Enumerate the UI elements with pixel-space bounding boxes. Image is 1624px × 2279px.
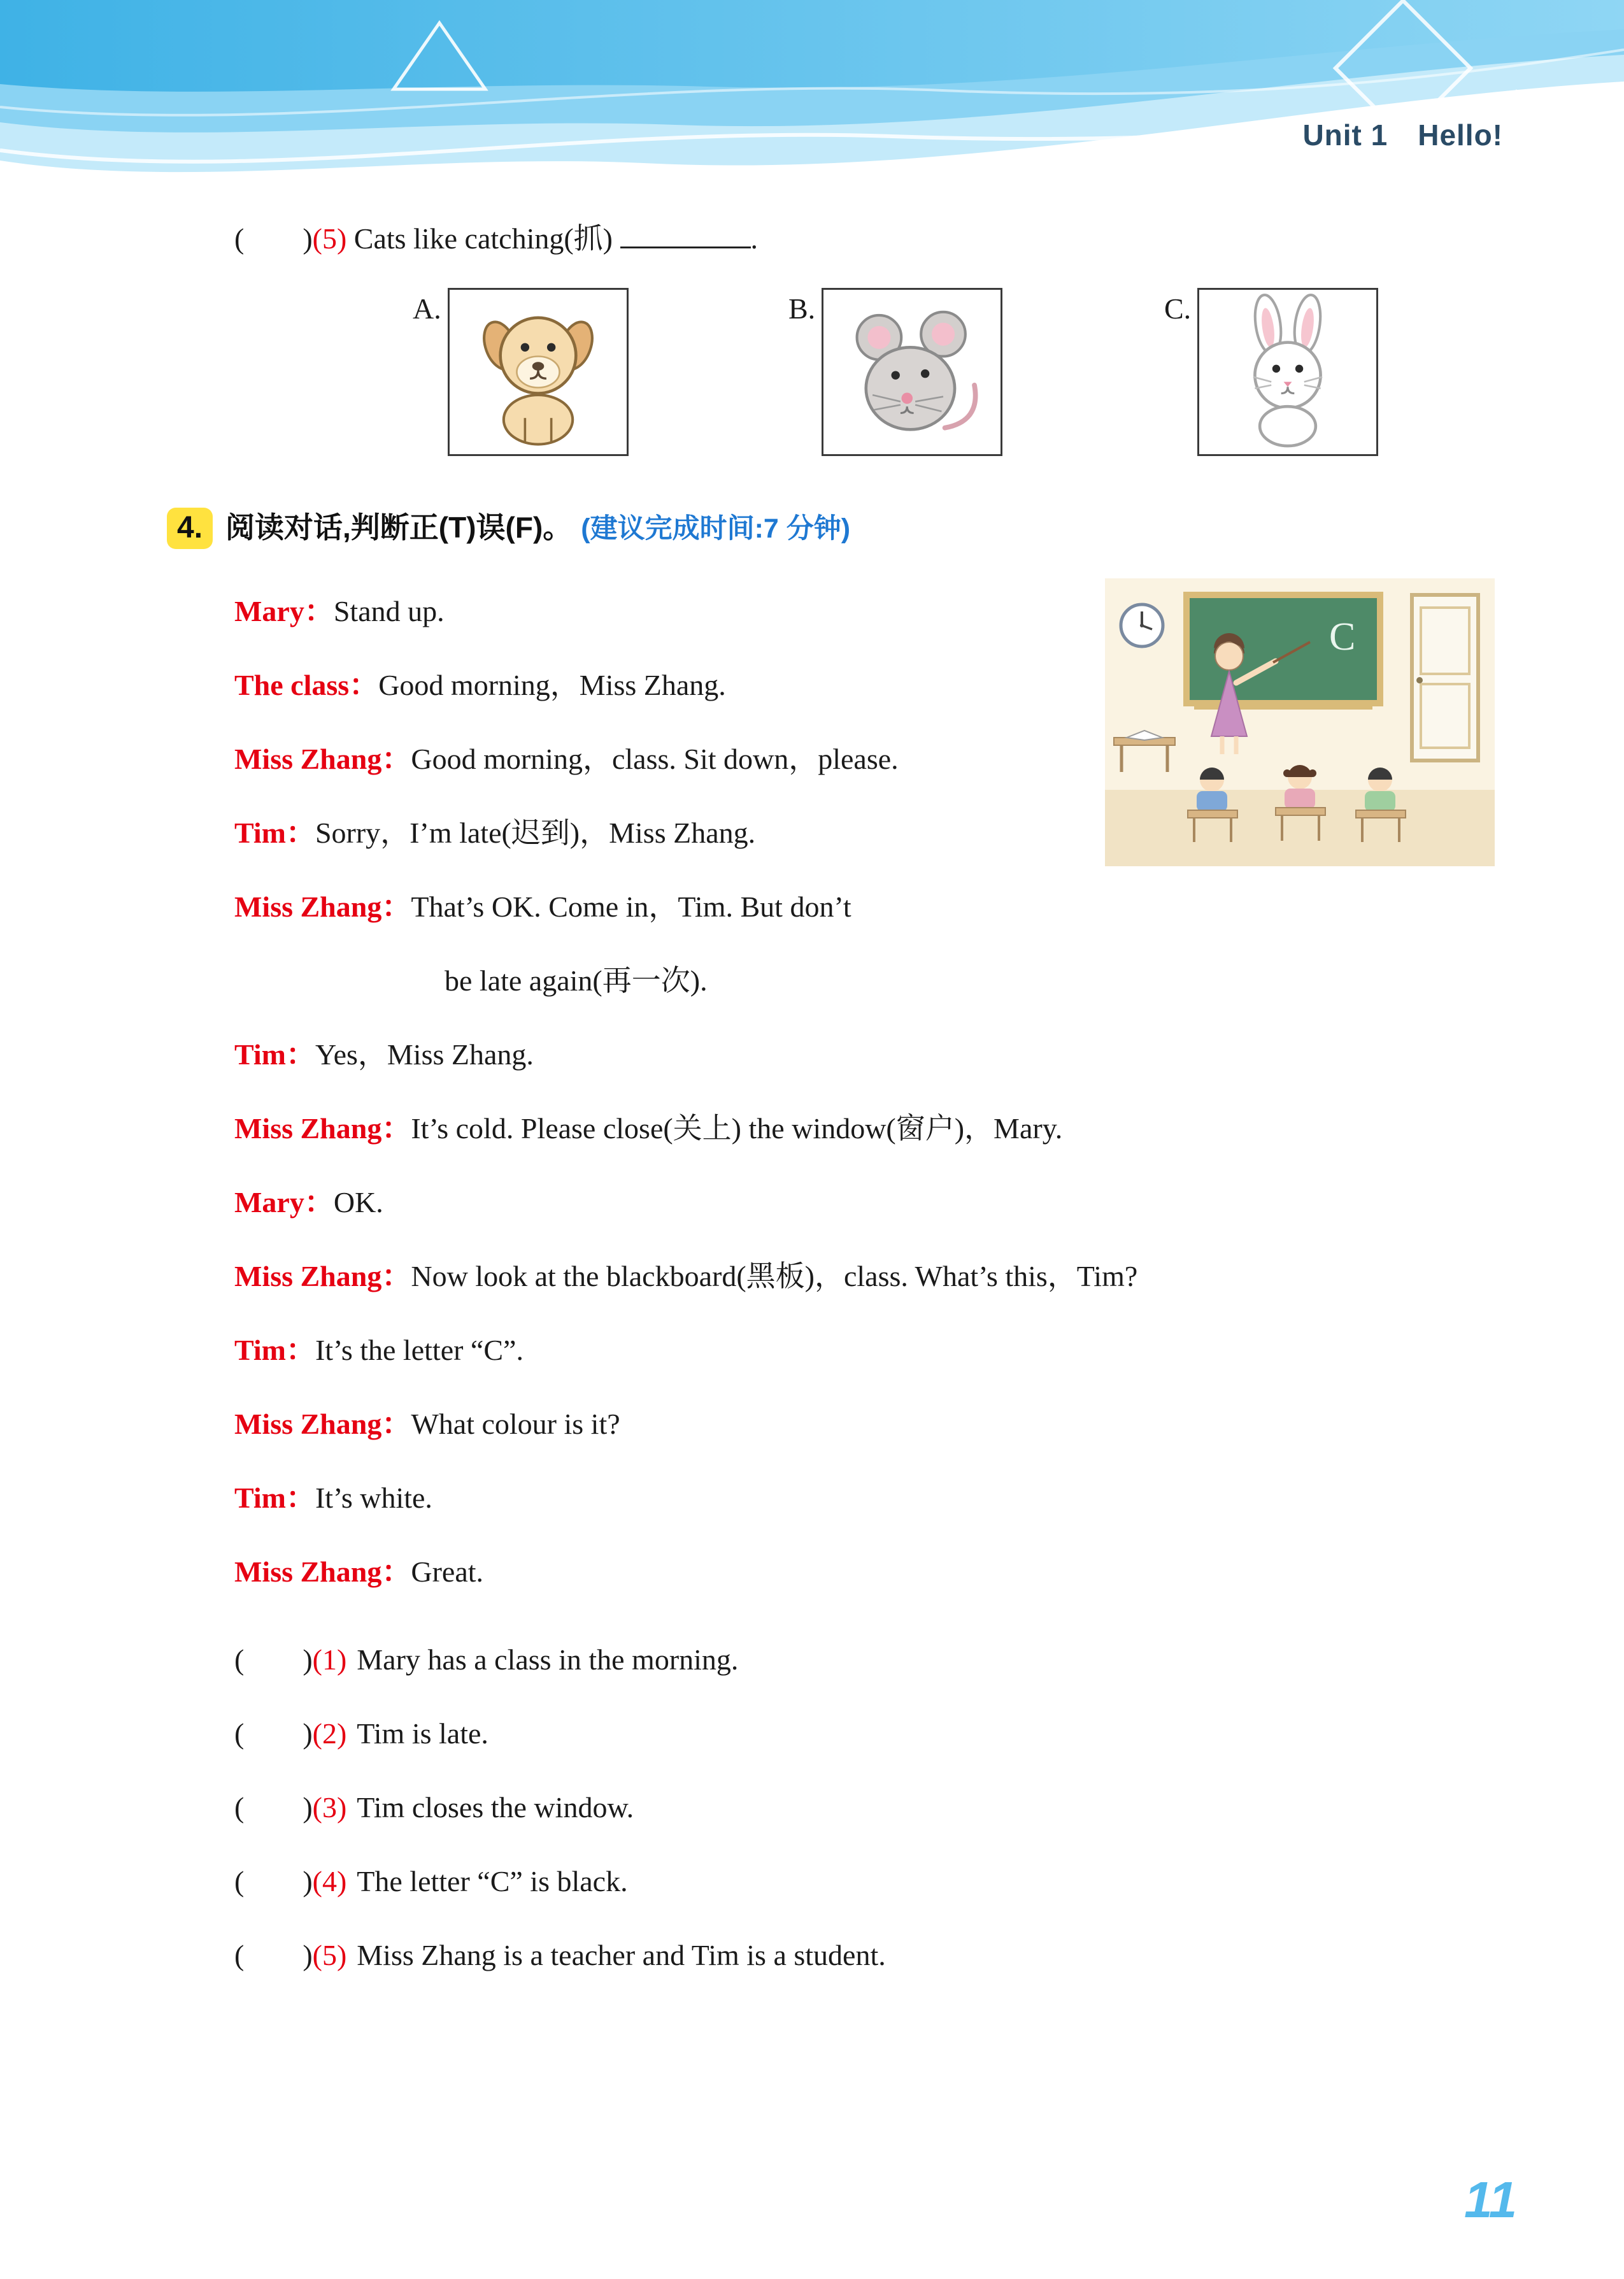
item-text: Tim is late. <box>357 1717 488 1750</box>
page-number: 11 <box>1464 2171 1517 2228</box>
item-number: (5) <box>312 1939 347 1971</box>
answer-paren: ( ) <box>234 1643 313 1676</box>
speaker-name: Miss Zhang： <box>234 743 411 775</box>
dialogue-line <box>234 1535 1457 1609</box>
option-c-label: C. <box>1164 292 1192 325</box>
speaker-name: Miss Zhang： <box>234 1555 411 1588</box>
speaker-name: Miss Zhang： <box>234 1260 411 1292</box>
dialogue-text: Stand up. <box>333 595 445 627</box>
dialogue-line <box>234 1387 1457 1461</box>
option-c <box>1164 288 1378 457</box>
question-period: . <box>750 222 758 255</box>
dialogue-line <box>234 722 1457 796</box>
speaker-name: Tim： <box>234 817 315 849</box>
dialogue-text: Sorry，I’m late(迟到)，Miss Zhang. <box>315 817 756 849</box>
option-a <box>413 288 629 457</box>
time-suggestion: (建议完成时间:7 分钟) <box>581 513 851 544</box>
speaker-name: Miss Zhang： <box>234 1112 411 1145</box>
dialogue-text: What colour is it? <box>411 1408 620 1440</box>
dialogue-line <box>234 1461 1457 1535</box>
dialogue-text: Good morning，Miss Zhang. <box>378 669 726 701</box>
dialogue-line <box>234 796 1457 870</box>
dialogue-line-continuation <box>234 944 1457 1018</box>
dialogue-text: OK. <box>333 1186 383 1218</box>
tf-item-1 <box>234 1623 1476 1697</box>
dialogue-line <box>234 870 1457 944</box>
dialogue-block <box>234 575 1457 1609</box>
dialogue-text: Now look at the blackboard(黑板)，class. What’s this，Tim? <box>411 1260 1138 1292</box>
answer-paren: ( ) <box>234 1939 313 1971</box>
speaker-name: Tim： <box>234 1334 315 1366</box>
option-c-box <box>1197 288 1378 456</box>
answer-paren: ( ) <box>234 222 313 255</box>
tf-item-3 <box>234 1771 1476 1845</box>
dialogue-line <box>234 1166 1457 1240</box>
tf-item-4 <box>234 1845 1476 1918</box>
dialogue-text: be late again(再一次). <box>445 964 708 997</box>
dialogue-line <box>234 648 1457 722</box>
mouse-image <box>823 290 1001 454</box>
item-text: Mary has a class in the morning. <box>357 1643 739 1676</box>
question-text: Cats like catching(抓) <box>346 222 620 255</box>
dialogue-line <box>234 1313 1457 1387</box>
answer-blank <box>620 217 751 248</box>
dialogue-line <box>234 1018 1457 1092</box>
dialogue-text: It’s white. <box>315 1482 432 1514</box>
wave-graphic <box>0 0 1624 210</box>
item-number: (1) <box>312 1643 347 1676</box>
speaker-name: Tim： <box>234 1038 315 1071</box>
dialogue-text: Good morning，class. Sit down，please. <box>411 743 899 775</box>
true-false-list <box>234 1623 1476 1992</box>
dialogue-line <box>234 1092 1457 1166</box>
item-number: (4) <box>312 1865 347 1897</box>
item-number: (3) <box>312 1791 347 1824</box>
dog-image <box>450 290 627 454</box>
speaker-name: Miss Zhang： <box>234 890 411 923</box>
dialogue-text: Great. <box>411 1555 484 1588</box>
option-a-box <box>448 288 629 456</box>
speaker-name: The class： <box>234 669 379 701</box>
unit-title: Unit 1 Hello! <box>1302 118 1503 152</box>
speaker-name: Mary： <box>234 1186 334 1218</box>
section-number-badge: 4. <box>167 508 213 549</box>
dialogue-text: It’s cold. Please close(关上) the window(窗户)，Mary. <box>411 1112 1063 1145</box>
dialogue-text: Yes，Miss Zhang. <box>315 1038 534 1071</box>
blackboard-letter: C <box>1329 615 1356 659</box>
speaker-name: Miss Zhang： <box>234 1408 411 1440</box>
option-b <box>788 288 1002 457</box>
speaker-name: Mary： <box>234 595 334 627</box>
rabbit-image <box>1199 290 1376 454</box>
header-wave-decoration <box>0 0 1624 210</box>
answer-paren: ( ) <box>234 1791 313 1824</box>
item-number: (2) <box>312 1717 347 1750</box>
item-text: The letter “C” is black. <box>357 1865 628 1897</box>
section-4-heading <box>167 504 850 549</box>
section-title: 阅读对话,判断正(T)误(F)。 <box>225 511 573 544</box>
option-a-label: A. <box>413 292 441 325</box>
dialogue-line <box>234 1240 1457 1313</box>
dialogue-text: That’s OK. Come in，Tim. But don’t <box>411 890 851 923</box>
speaker-name: Tim： <box>234 1482 315 1514</box>
tf-item-2 <box>234 1697 1476 1771</box>
option-b-label: B. <box>788 292 816 325</box>
item-text: Tim closes the window. <box>357 1791 634 1824</box>
answer-paren: ( ) <box>234 1865 313 1897</box>
options-row <box>0 288 1624 473</box>
answer-paren: ( ) <box>234 1717 313 1750</box>
question-number: (5) <box>312 222 347 255</box>
tf-item-5 <box>234 1918 1476 1992</box>
dialogue-text: It’s the letter “C”. <box>315 1334 524 1366</box>
item-text: Miss Zhang is a teacher and Tim is a student. <box>357 1939 886 1971</box>
dialogue-line <box>234 575 1457 648</box>
option-b-box <box>822 288 1002 456</box>
question-5-line <box>234 215 758 257</box>
